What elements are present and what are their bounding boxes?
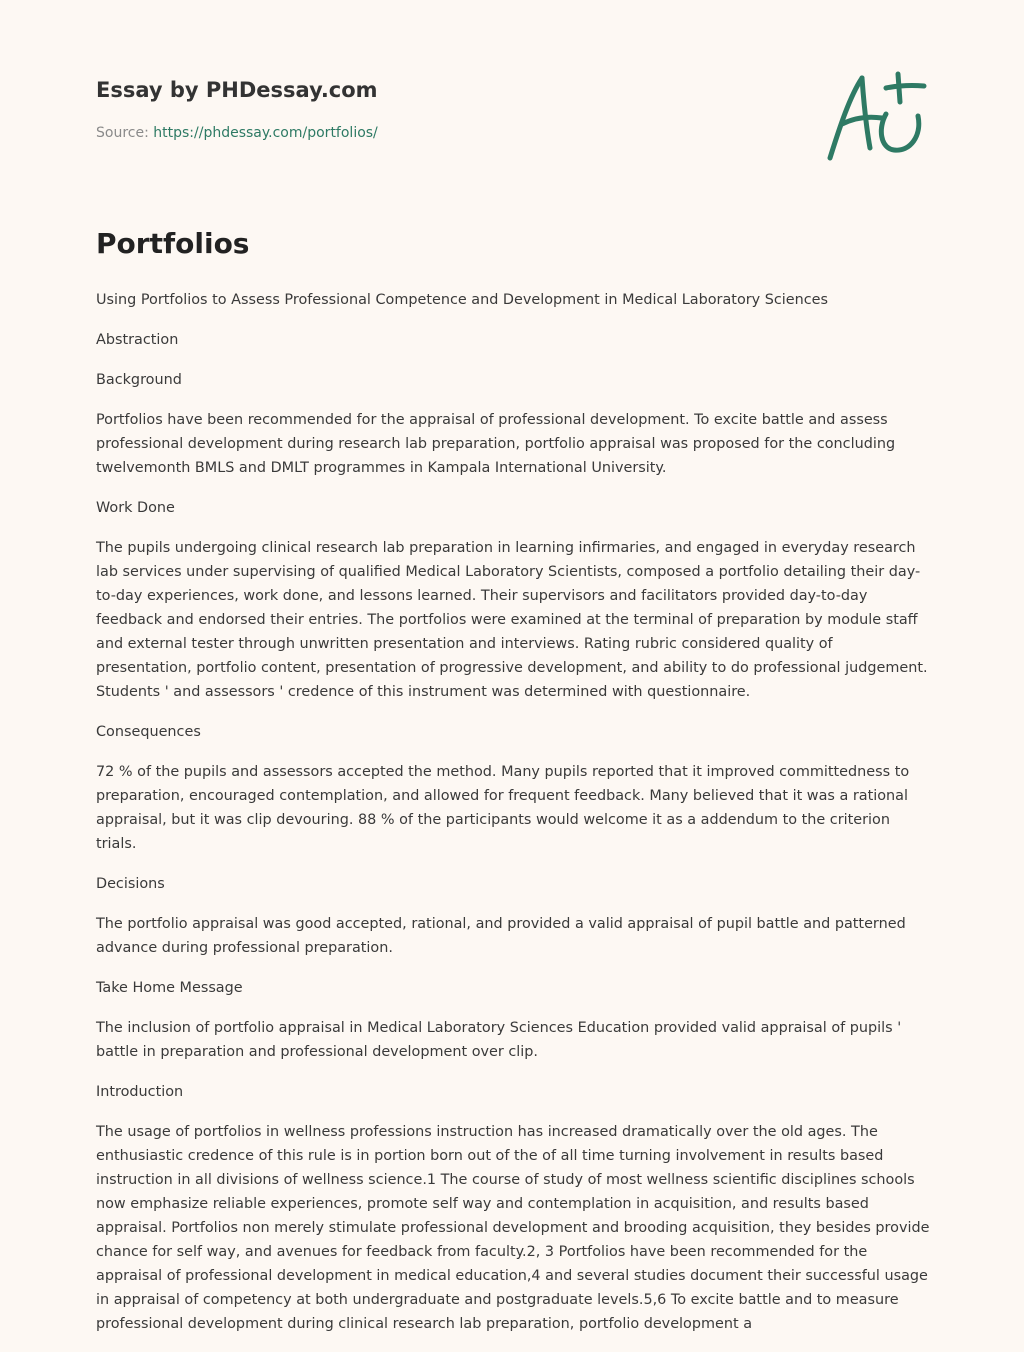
site-title: Essay by PHDessay.com (96, 78, 378, 102)
source-link[interactable]: https://phdessay.com/portfolios/ (153, 125, 378, 141)
section-heading-take-home-message: Take Home Message (96, 980, 243, 996)
essay-content (96, 222, 932, 1352)
section-heading-work-done: Work Done (96, 500, 175, 516)
section-heading-abstraction: Abstraction (96, 332, 179, 348)
source-label: Source: (96, 125, 149, 141)
section-heading-introduction: Introduction (96, 1084, 184, 1100)
paragraph-work-done: The pupils undergoing clinical research lab preparation in learning infirmaries, and engaged in everyday research lab services under supervising of qualified Medical Laboratory Scientists, composed a portfolio detailing their day-to-day experiences, work done, and lessons learned. Their supervisors and facilitators provided day-to-day feedback and endorsed their entries. The portfolios were examined at the terminal of preparation by module staff and external tester through unwritten presentation and interviews. Rating rubric considered quality of presentation, portfolio content, presentation of progressive development, and ability to do professional judgement. Students ' and assessors ' credence of this instrument was determined with questionnaire. (96, 540, 928, 700)
paragraph-take-home-message: The inclusion of portfolio appraisal in Medical Laboratory Sciences Education provided valid appraisal of pupils ' battle in preparation and professional development over clip. (96, 1020, 902, 1060)
a-plus-logo-icon (820, 66, 930, 166)
section-heading-consequences: Consequences (96, 724, 201, 740)
section-heading-decisions: Decisions (96, 876, 165, 892)
essay-title: Portfolios (96, 227, 250, 260)
paragraph-background: Portfolios have been recommended for the appraisal of professional development. To excite battle and assess professional development during research lab preparation, portfolio appraisal was proposed for the concluding twelvemonth BMLS and DMLT programmes in Kampala International University. (96, 412, 896, 476)
section-heading-background: Background (96, 372, 182, 388)
source-line (96, 123, 796, 143)
essay-header (96, 74, 796, 143)
paragraph-decisions: The portfolio appraisal was good accepted, rational, and provided a valid appraisal of pupil battle and patterned advance during professional preparation. (96, 916, 906, 956)
paragraph-consequences: 72 % of the pupils and assessors accepted the method. Many pupils reported that it improved committedness to preparation, encouraged contemplation, and allowed for frequent feedback. Many believed that it was a rational appraisal, but it was clip devouring. 88 % of the participants would welcome it as a addendum to the criterion trials. (96, 764, 910, 852)
essay-subtitle: Using Portfolios to Assess Professional Competence and Development in Medical Laboratory Sciences (96, 292, 829, 308)
paragraph-introduction: The usage of portfolios in wellness professions instruction has increased dramatically over the old ages. The enthusiastic credence of this rule is in portion born out of the of all time turning involvement in results based instruction in all divisions of wellness science.1 The course of study of most wellness scientific disciplines schools now emphasize reliable experiences, promote self way and contemplation in acquisition, and results based appraisal. Portfolios non merely stimulate professional development and brooding acquisition, they besides provide chance for self way, and avenues for feedback from faculty.2, 3 Portfolios have been recommended for the appraisal of professional development in medical education,4 and several studies document their successful usage in appraisal of competency at both undergraduate and postgraduate levels.5,6 To excite battle and to measure professional development during clinical research lab preparation, portfolio development a (96, 1124, 930, 1332)
